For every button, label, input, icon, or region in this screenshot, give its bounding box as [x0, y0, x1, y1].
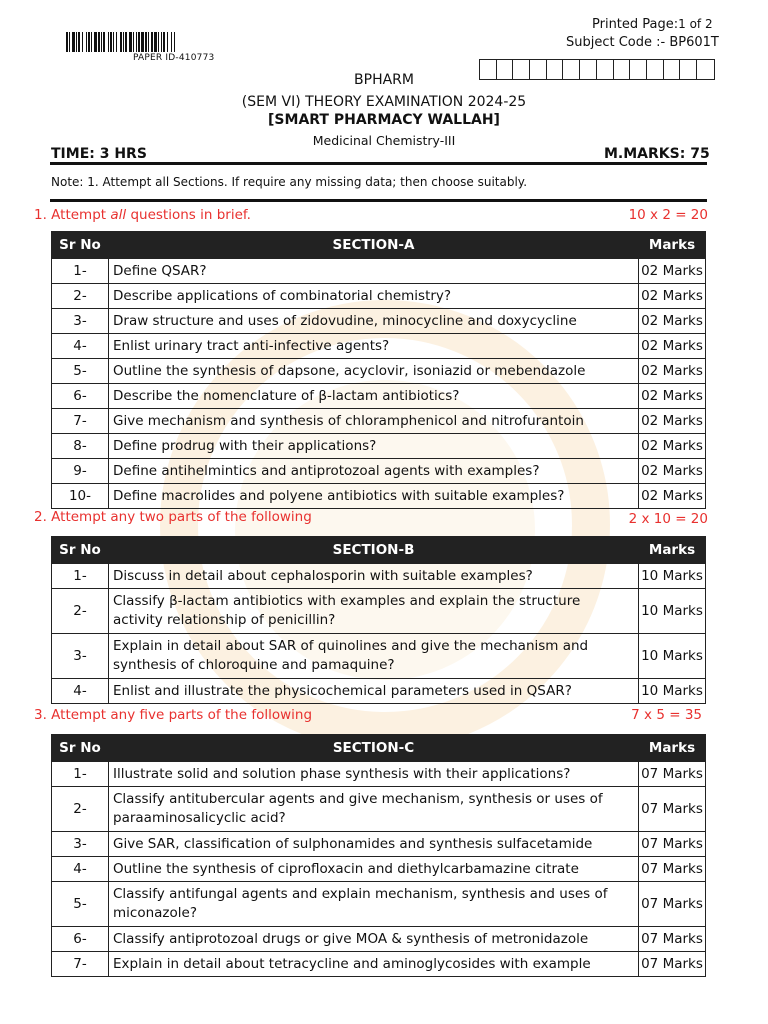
- col-marks-header: Marks: [639, 537, 706, 564]
- exam-title: (SEM VI) THEORY EXAMINATION 2024-25: [241, 94, 527, 110]
- time-label: TIME: 3 HRS: [51, 146, 147, 162]
- subject-name: Medicinal Chemistry-III: [312, 133, 456, 148]
- table-row: 8- Define prodrug with their applications? 02 Marks: [52, 434, 706, 459]
- col-sr-header: Sr No: [52, 232, 109, 259]
- table-row: 9- Define antihelmintics and antiprotozoal agents with examples? 02 Marks: [52, 459, 706, 484]
- section-a-marks: 10 x 2 = 20: [628, 207, 708, 223]
- section-c-instruction: 3. Attempt any five parts of the following: [34, 707, 313, 723]
- section-a-heading: SECTION-A: [109, 232, 639, 259]
- paper-id: PAPER ID-410773: [133, 53, 215, 63]
- subject-code: Subject Code :- BP601T: [566, 35, 719, 50]
- table-row: 2- Classify β-lactam antibiotics with examples and explain the structure activity relationship of penicillin? 10 Marks: [52, 589, 706, 634]
- table-row: 3- Draw structure and uses of zidovudine, minocycline and doxycycline 02 Marks: [52, 309, 706, 334]
- table-row: 4- Enlist urinary tract anti-infective agents? 02 Marks: [52, 334, 706, 359]
- table-row: 4- Outline the synthesis of ciprofloxacin and diethylcarbamazine citrate 07 Marks: [52, 857, 706, 882]
- table-row: 5- Classify antifungal agents and explain mechanism, synthesis and uses of miconazole? 07 Marks: [52, 882, 706, 927]
- table-row: 7- Give mechanism and synthesis of chloramphenicol and nitrofurantoin 02 Marks: [52, 409, 706, 434]
- section-b-marks: 2 x 10 = 20: [628, 511, 708, 527]
- divider-top: [50, 162, 707, 165]
- table-row: 10- Define macrolides and polyene antibiotics with suitable examples? 02 Marks: [52, 484, 706, 509]
- table-row: 5- Outline the synthesis of dapsone, acyclovir, isoniazid or mebendazole 02 Marks: [52, 359, 706, 384]
- section-a-table: [51, 231, 706, 509]
- table-row: 3- Give SAR, classification of sulphonamides and synthesis sulfacetamide 07 Marks: [52, 832, 706, 857]
- divider-bottom: [50, 199, 707, 202]
- table-row: 7- Explain in detail about tetracycline and aminoglycosides with example 07 Marks: [52, 952, 706, 977]
- col-marks-header: Marks: [639, 232, 706, 259]
- section-b-heading: SECTION-B: [109, 537, 639, 564]
- note-text: Note: 1. Attempt all Sections. If require any missing data; then choose suitably.: [51, 175, 528, 189]
- col-sr-header: Sr No: [52, 537, 109, 564]
- section-c-heading: SECTION-C: [109, 735, 639, 762]
- table-row: 1- Define QSAR? 02 Marks: [52, 259, 706, 284]
- table-row: 2- Classify antitubercular agents and give mechanism, synthesis or uses of paraaminosalicyclic acid? 07 Marks: [52, 787, 706, 832]
- section-a-instruction: 1. Attempt all questions in brief.: [34, 207, 251, 223]
- table-row: 6- Classify antiprotozoal drugs or give MOA & synthesis of metronidazole 07 Marks: [52, 927, 706, 952]
- org-name: [SMART PHARMACY WALLAH]: [268, 112, 500, 128]
- printed-page: [592, 17, 713, 32]
- barcode: [66, 32, 296, 52]
- printed-page-value: 1 of 2: [678, 17, 713, 31]
- table-row: 2- Describe applications of combinatorial chemistry? 02 Marks: [52, 284, 706, 309]
- section-c-marks: 7 x 5 = 35: [631, 707, 702, 723]
- max-marks: M.MARKS: 75: [604, 146, 710, 162]
- section-b-table: [51, 536, 706, 704]
- col-sr-header: Sr No: [52, 735, 109, 762]
- course-title: BPHARM: [354, 72, 414, 88]
- table-row: 6- Describe the nomenclature of β-lactam antibiotics? 02 Marks: [52, 384, 706, 409]
- table-row: 1- Illustrate solid and solution phase synthesis with their applications? 07 Marks: [52, 762, 706, 787]
- printed-page-label: Printed Page:: [592, 17, 679, 32]
- col-marks-header: Marks: [639, 735, 706, 762]
- section-b-instruction: 2. Attempt any two parts of the following: [34, 509, 312, 525]
- table-row: 3- Explain in detail about SAR of quinolines and give the mechanism and synthesis of chloroquine and pamaquine? 10 Marks: [52, 634, 706, 679]
- section-c-table: [51, 734, 706, 977]
- table-row: 1- Discuss in detail about cephalosporin with suitable examples? 10 Marks: [52, 564, 706, 589]
- table-row: 4- Enlist and illustrate the physicochemical parameters used in QSAR? 10 Marks: [52, 679, 706, 704]
- barcode-bar: [175, 32, 176, 52]
